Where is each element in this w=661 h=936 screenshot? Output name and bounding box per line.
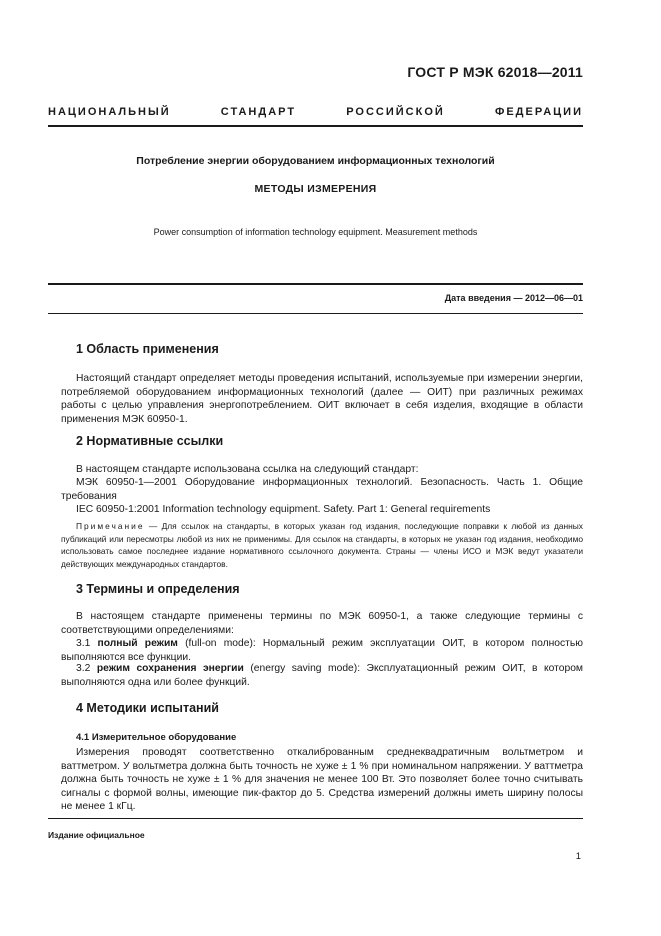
section-3-intro: В настоящем стандарте применены термины по МЭК 60950-1, а также следующие термины с соответствующими определениями: [61, 611, 583, 636]
title-en: Power consumption of information technology equipment. Measurement methods [153, 227, 478, 237]
date-rule [48, 313, 583, 314]
title-subtitle: МЕТОДЫ ИЗМЕРЕНИЯ [254, 183, 377, 195]
banner-word-2: СТАНДАРТ [220, 106, 297, 118]
reference-1: МЭК 60950-1—2001 Оборудование информационных технологий. Безопасность. Часть 1. Общие требования [61, 477, 583, 502]
section-4-1-text: Измерения проводят соответственно откалиброванным среднеквадратичным вольтметром и ваттметром. У вольтметра должна быть точность не хуже ± 1 % при номинальном напряжении. У ваттметра должна быть точность не хуже ± 1 % для значения не менее 100 Вт. Это позволяет более точно считывать сигналы с формой волны, имеющие пик-фактор до 5. Средства измерений должны иметь ширину полосы не менее 1 кГц. [61, 747, 583, 812]
banner-word-1: НАЦИОНАЛЬНЫЙ [48, 106, 171, 118]
section-1-heading: 1 Область применения [76, 342, 219, 356]
official-edition: Издание официальное [48, 830, 145, 840]
section-4-heading: 4 Методики испытаний [76, 701, 219, 715]
top-rule [48, 125, 583, 127]
note-text: — Для ссылок на стандарты, в которых указан год издания, последующие поправки к любой из данных публикаций или пересмотры любой из них не применимы. Для ссылок на стандарты, в которых не указан год издания, необходимо использовать самое последнее издание нормативного ссылочного документа. Страны — члены ИСО и МЭК ведут указатели действующих международных стандартов. [61, 521, 583, 569]
title-ru: Потребление энергии оборудованием информационных технологий [136, 155, 495, 167]
term-3-1-definition: (full-on mode): Нормальный режим эксплуатации ОИТ, в котором полностью выполняются все функции. [61, 638, 583, 663]
term-3-2-term: режим сохранения энергии [96, 663, 244, 674]
banner-word-4: ФЕДЕРАЦИИ [494, 106, 583, 118]
section-2-intro: В настоящем стандарте использована ссылка на следующий стандарт: [76, 464, 419, 475]
national-standard-banner [48, 106, 583, 118]
page-number: 1 [575, 851, 581, 862]
section-3-heading: 3 Термины и определения [76, 582, 240, 596]
section-2-heading: 2 Нормативные ссылки [76, 434, 224, 448]
term-3-1-number: 3.1 [76, 638, 98, 649]
section-2-note [61, 520, 583, 570]
standard-code: ГОСТ Р МЭК 62018—2011 [407, 64, 583, 80]
title-bottom-rule [48, 283, 583, 285]
section-4-1-heading: 4.1 Измерительное оборудование [76, 732, 237, 743]
term-3-2-definition: (energy saving mode): Эксплуатационный режим ОИТ, в котором выполняются одна или более функций. [61, 663, 583, 688]
term-3-2 [61, 662, 583, 689]
term-3-2-number: 3.2 [76, 663, 97, 674]
introduction-date: Дата введения — 2012—06—01 [444, 293, 583, 303]
section-1-text: Настоящий стандарт определяет методы проведения испытаний, используемые при измерении энергии, потребляемой оборудованием информационных технологий (далее — ОИТ) при различных режимах работы с целью управления энергопотреблением. ОИТ включает в себя изделия, входящие в области применения МЭК 60950-1. [61, 373, 583, 425]
banner-word-3: РОССИЙСКОЙ [346, 106, 445, 118]
note-label: Примечание [76, 521, 145, 531]
term-3-1 [61, 637, 583, 664]
footer-rule [48, 818, 583, 819]
term-3-1-term: полный режим [97, 638, 178, 649]
reference-2: IEC 60950-1:2001 Information technology equipment. Safety. Part 1: General requirements [76, 504, 491, 515]
